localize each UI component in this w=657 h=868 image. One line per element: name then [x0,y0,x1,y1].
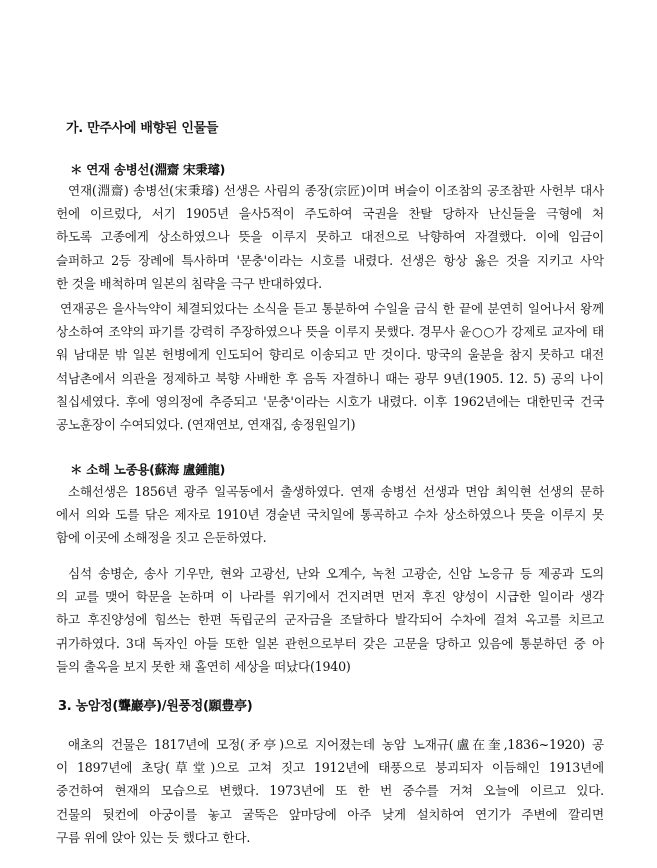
text-line: 하도록 고종에게 상소하였으나 뜻을 이루지 못하고 대전으로 낙향하여 자결했다. 이에 임금이 [56,229,604,245]
section-heading-ga: 가. 만주사에 배향된 인물들 [66,121,219,136]
text-line: 애초의 건물은 1817년에 모정(矛亭)으로 지어졌는데 농암 노재규(盧在奎,1836~1920) 공 [68,737,604,752]
text-line: 들의 출옥을 보지 못한 채 홀연히 세상을 떠났다(1940) [56,658,351,674]
section-heading-3: 3. 농암정(聾巖亭)/원풍정(願豊亭) [58,699,253,714]
text-line: 소해선생은 1856년 광주 일곡동에서 출생하였다. 연재 송병선 선생과 면암 최익현 선생의 문하 [68,484,604,499]
text-line: 공노훈장이 수여되었다. (연재연보, 연재집, 송정원일기) [56,417,356,433]
text-line: 중건하여 현재의 모습으로 변했다. 1973년에 또 한 번 중수를 거쳐 오늘에 이르고 있다. [56,783,604,799]
text-line: 의 교를 맺어 학문을 논하며 이 나라를 위기에서 건지려면 먼저 후진 양성이 시급한 일이라 생각 [56,589,604,605]
text-line: 연재(淵齋) 송병선(宋秉璿) 선생은 사림의 종장(宗匠)이며 벼슬이 이조참의 공조참판 사헌부 대사 [68,183,604,198]
person-heading-songbyeongseon: ＊ 연재 송병선(淵齋 宋秉璿) [70,162,226,177]
paragraph-nojongyong-1 [56,480,604,550]
text-line: 구름 위에 앉아 있는 듯 했다고 한다. [56,829,251,845]
paragraph-nongamjeong [56,733,604,849]
person-heading-nojongyong: ＊ 소해 노종용(蘇海 盧鍾龍) [70,462,226,477]
paragraph-songbyeongseon-2 [56,297,604,436]
text-line: 에서 의와 도를 닦은 제자로 1910년 경술년 국치일에 통곡하고 수차 상소하였으나 뜻을 이루지 못 [56,507,604,523]
text-line: 하고 후진양성에 힘쓰는 한편 독립군의 군자금을 조달하다 발각되어 수차에 걸쳐 옥고를 치르고 [56,612,604,628]
text-line: 함에 이곳에 소해정을 짓고 은둔하였다. [56,530,267,546]
text-line: 귀가하였다. 3대 독자인 아들 또한 일본 관헌으로부터 갖은 고문을 당하고 있음에 통분하던 중 아 [56,635,604,651]
paragraph-nojongyong-2 [56,562,604,678]
text-line: 헌에 이르렀다, 서기 1905년 을사5적이 주도하여 국권을 찬탈 당하자 난신들을 극형에 처 [56,206,604,222]
text-line: 이 1897년에 초당(草堂)으로 고쳐 짓고 1912년에 태풍으로 붕괴되자 이듬해인 1913년에 [56,760,604,776]
text-line: 건물의 뒷컨에 아궁이를 놓고 굴뚝은 앞마당에 아주 낮게 설치하여 연기가 주변에 깔리면 [56,806,604,822]
text-line: 연재공은 을사늑약이 체결되었다는 소식을 듣고 통분하여 수일을 금식 한 끝에 분연히 일어나서 왕께 [60,301,604,316]
text-line: 한 것을 배척하며 일본의 침략을 극구 반대하였다. [56,275,322,291]
paragraph-songbyeongseon-1 [56,179,604,295]
text-line: 석남촌에서 의관을 정제하고 북향 사배한 후 음독 자결하니 때는 광무 9년(1905. 12. 5) 공의 나이 [56,370,604,386]
text-line: 칠십세였다. 후에 영의정에 추증되고 '문충'이라는 시호가 내렸다. 이후 1962년에는 대한민국 건국 [56,393,604,409]
text-line: 워 남대문 밖 일본 헌병에게 인도되어 향리로 이송되고 만 것이다. 망국의 울분을 참지 못하고 대전 [56,347,604,363]
text-line: 상소하여 조약의 파기를 강력히 주장하였으나 뜻을 이루지 못했다. 경무사 윤○○가 강제로 교자에 태 [56,324,604,340]
text-line: 심석 송병순, 송사 기우만, 현와 고광선, 난와 오계수, 녹천 고광순, 신암 노응규 등 제공과 도의 [68,566,604,581]
text-line: 슬퍼하고 2등 장례에 특사하며 '문충'이라는 시호를 내렸다. 선생은 항상 옳은 것을 지키고 사악 [56,252,604,268]
